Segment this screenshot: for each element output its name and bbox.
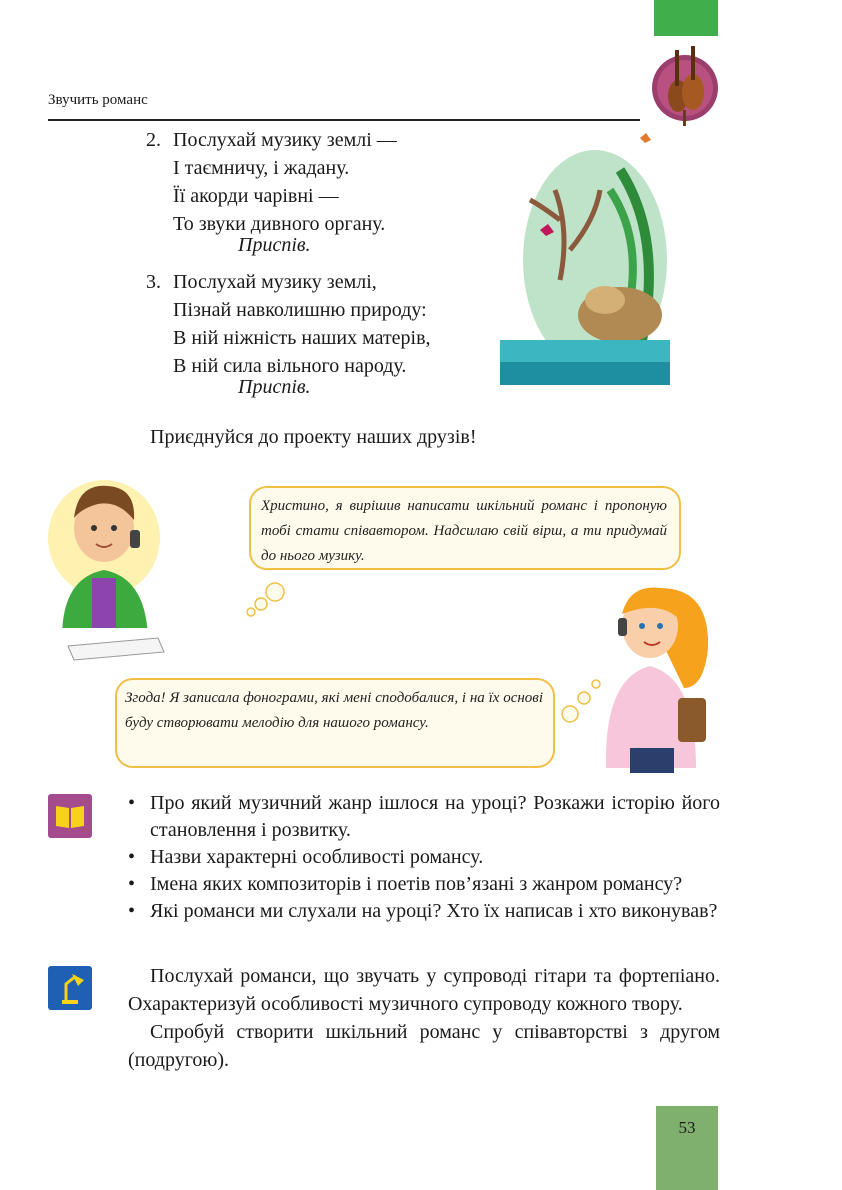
question-text: Про який музичний жанр ішлося на уроці? Розкажи історію його становлення і розвитку. — [150, 792, 720, 841]
verse-line: Пізнай навколишню природу: — [173, 299, 427, 321]
verse-line: В ній ніжність наших матерів, — [173, 327, 431, 349]
verse-line: Послухай музику землі, — [173, 271, 377, 293]
bullet: • — [128, 792, 136, 814]
bullet: • — [128, 846, 136, 868]
verse-3 — [146, 268, 431, 380]
section-title: Звучить романс — [48, 92, 148, 108]
questions-list — [128, 790, 720, 925]
bullet: • — [128, 900, 136, 922]
question-text: Які романси ми слухали на уроці? Хто їх написав і хто виконував? — [150, 900, 718, 922]
verse-line: Послухай музику землі — — [173, 129, 397, 151]
bullet: • — [128, 873, 136, 895]
verse-line: В ній сила вільного народу. — [173, 355, 407, 377]
refrain: Приспів. — [238, 376, 311, 398]
task-text — [128, 962, 720, 1074]
lamp-icon — [48, 966, 92, 1010]
task-paragraph: Послухай романси, що звучать у супроводі гітари та фортепіано. Охарактеризуй особливості музичного супроводу кожного твору. — [128, 965, 720, 1015]
nature-illustration — [500, 130, 670, 385]
verse-line: То звуки дивного органу. — [173, 213, 386, 235]
question-text: Назви характерні особливості романсу. — [150, 846, 484, 868]
verse-line: Її акорди чарівні — — [173, 185, 339, 207]
list-item — [128, 898, 720, 925]
list-item — [128, 844, 720, 871]
girl-speech-bubble: Згода! Я записала фонограми, які мені сподобалися, і на їх основі буду створювати мелодію для нашого романсу. — [115, 678, 555, 768]
book-icon — [48, 794, 92, 838]
boy-speech-bubble: Христино, я вирішив написати шкільний романс і пропоную тобі стати співавтором. Надсилаю свій вірш, а ти придумай до нього музику. — [249, 486, 681, 570]
list-item — [128, 790, 720, 844]
question-text: Імена яких композиторів і поетів пов’язані з жанром романсу? — [150, 873, 683, 895]
verse-line: І таємничу, і жадану. — [173, 157, 350, 179]
list-item — [128, 871, 720, 898]
girl-illustration — [600, 578, 716, 773]
violin-icon — [650, 40, 720, 126]
thought-dots — [243, 572, 293, 618]
thought-dots — [556, 672, 606, 728]
invite-text: Приєднуйся до проекту наших друзів! — [150, 426, 477, 448]
verse-number: 2. — [146, 129, 161, 151]
header-rule — [48, 119, 640, 121]
boy-illustration — [48, 478, 170, 668]
verse-number: 3. — [146, 271, 161, 293]
verse-2 — [146, 126, 397, 238]
task-paragraph: Спробуй створити шкільний романс у співавторстві з другом (подругою). — [128, 1021, 720, 1071]
page-number: 53 — [678, 1118, 696, 1137]
refrain: Приспів. — [238, 234, 311, 256]
green-tab-top — [654, 0, 718, 36]
